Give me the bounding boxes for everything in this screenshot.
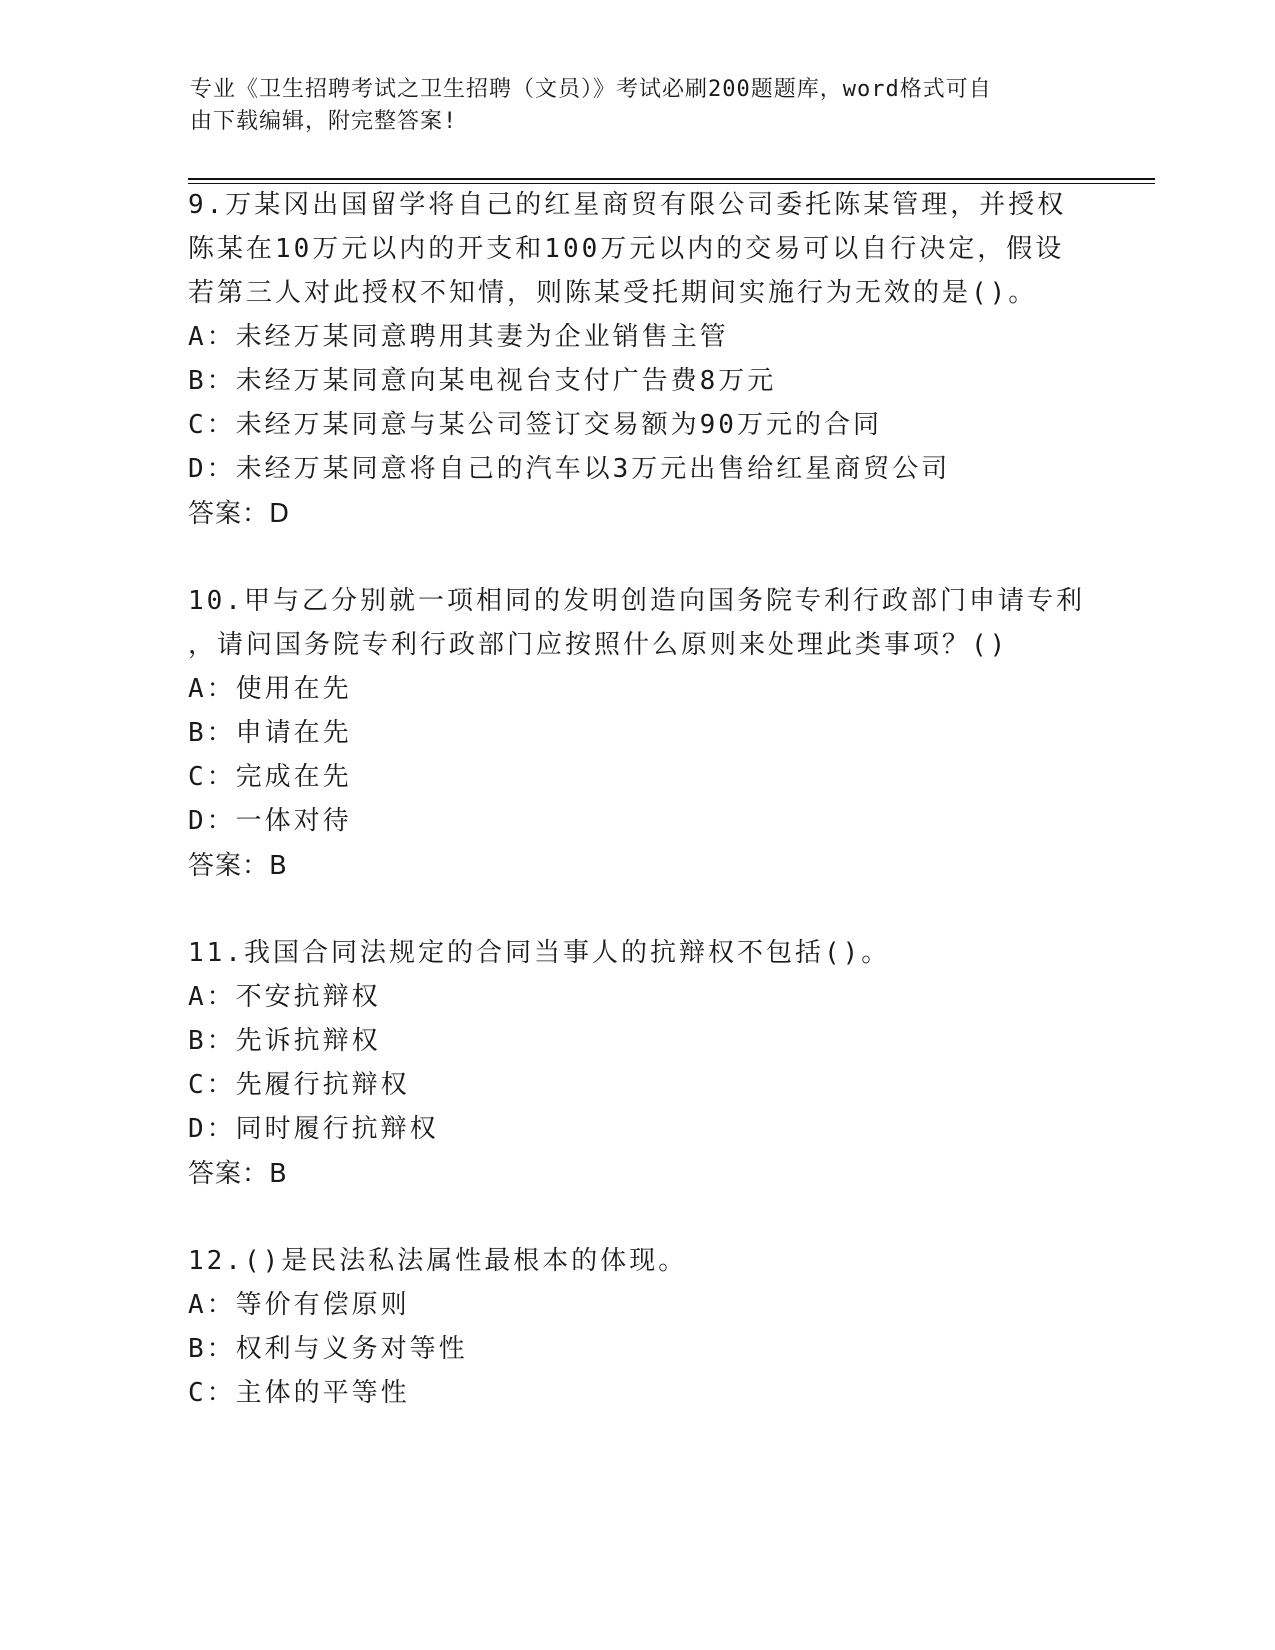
document-header [190,74,1090,138]
question-11-answer: 答案：B [188,1159,288,1189]
question-9-answer: 答案：D [188,499,291,529]
header-line-1: 专业《卫生招聘考试之卫生招聘（文员）》考试必刷200题题库，word格式可自 [190,77,992,102]
question-12-option-b: B：权利与义务对等性 [188,1334,468,1364]
question-10-stem-line-2: ，请问国务院专利行政部门应按照什么原则来处理此类事项？() [188,630,1009,660]
question-12-option-a: A：等价有偿原则 [188,1290,410,1320]
question-9-stem-line-1: 9.万某冈出国留学将自己的红星商贸有限公司委托陈某管理，并授权 [188,190,1067,220]
question-11-stem-line-1: 11.我国合同法规定的合同当事人的抗辩权不包括()。 [188,938,891,968]
question-11-option-c: C：先履行抗辩权 [188,1070,410,1100]
question-9-stem-line-2: 陈某在10万元以内的开支和100万元以内的交易可以自行决定，假设 [188,234,1065,264]
question-9-option-c: C：未经万某同意与某公司签订交易额为90万元的合同 [188,410,882,440]
question-10-option-c: C：完成在先 [188,762,352,792]
question-11-option-a: A：不安抗辩权 [188,982,381,1012]
question-11-option-b: B：先诉抗辩权 [188,1026,381,1056]
question-9-option-d: D：未经万某同意将自己的汽车以3万元出售给红星商贸公司 [188,454,951,484]
question-11-option-d: D：同时履行抗辩权 [188,1114,439,1144]
question-9-option-b: B：未经万某同意向某电视台支付广告费8万元 [188,366,777,396]
header-rule-thin [188,183,1155,184]
header-line-2: 由下载编辑，附完整答案! [190,109,458,134]
question-10-stem-line-1: 10.甲与乙分别就一项相同的发明创造向国务院专利行政部门申请专利 [188,586,1085,616]
question-10-option-a: A：使用在先 [188,674,352,704]
question-10-option-d: D：一体对待 [188,806,352,836]
question-12-stem-line-1: 12.()是民法私法属性最根本的体现。 [188,1246,688,1276]
question-12-option-c: C：主体的平等性 [188,1378,410,1408]
header-rule-thick [188,178,1155,180]
question-9-stem-line-3: 若第三人对此授权不知情，则陈某受托期间实施行为无效的是()。 [188,278,1038,308]
question-10-option-b: B：申请在先 [188,718,352,748]
question-9-option-a: A：未经万某同意聘用其妻为企业销售主管 [188,322,729,352]
question-10-answer: 答案：B [188,851,288,881]
